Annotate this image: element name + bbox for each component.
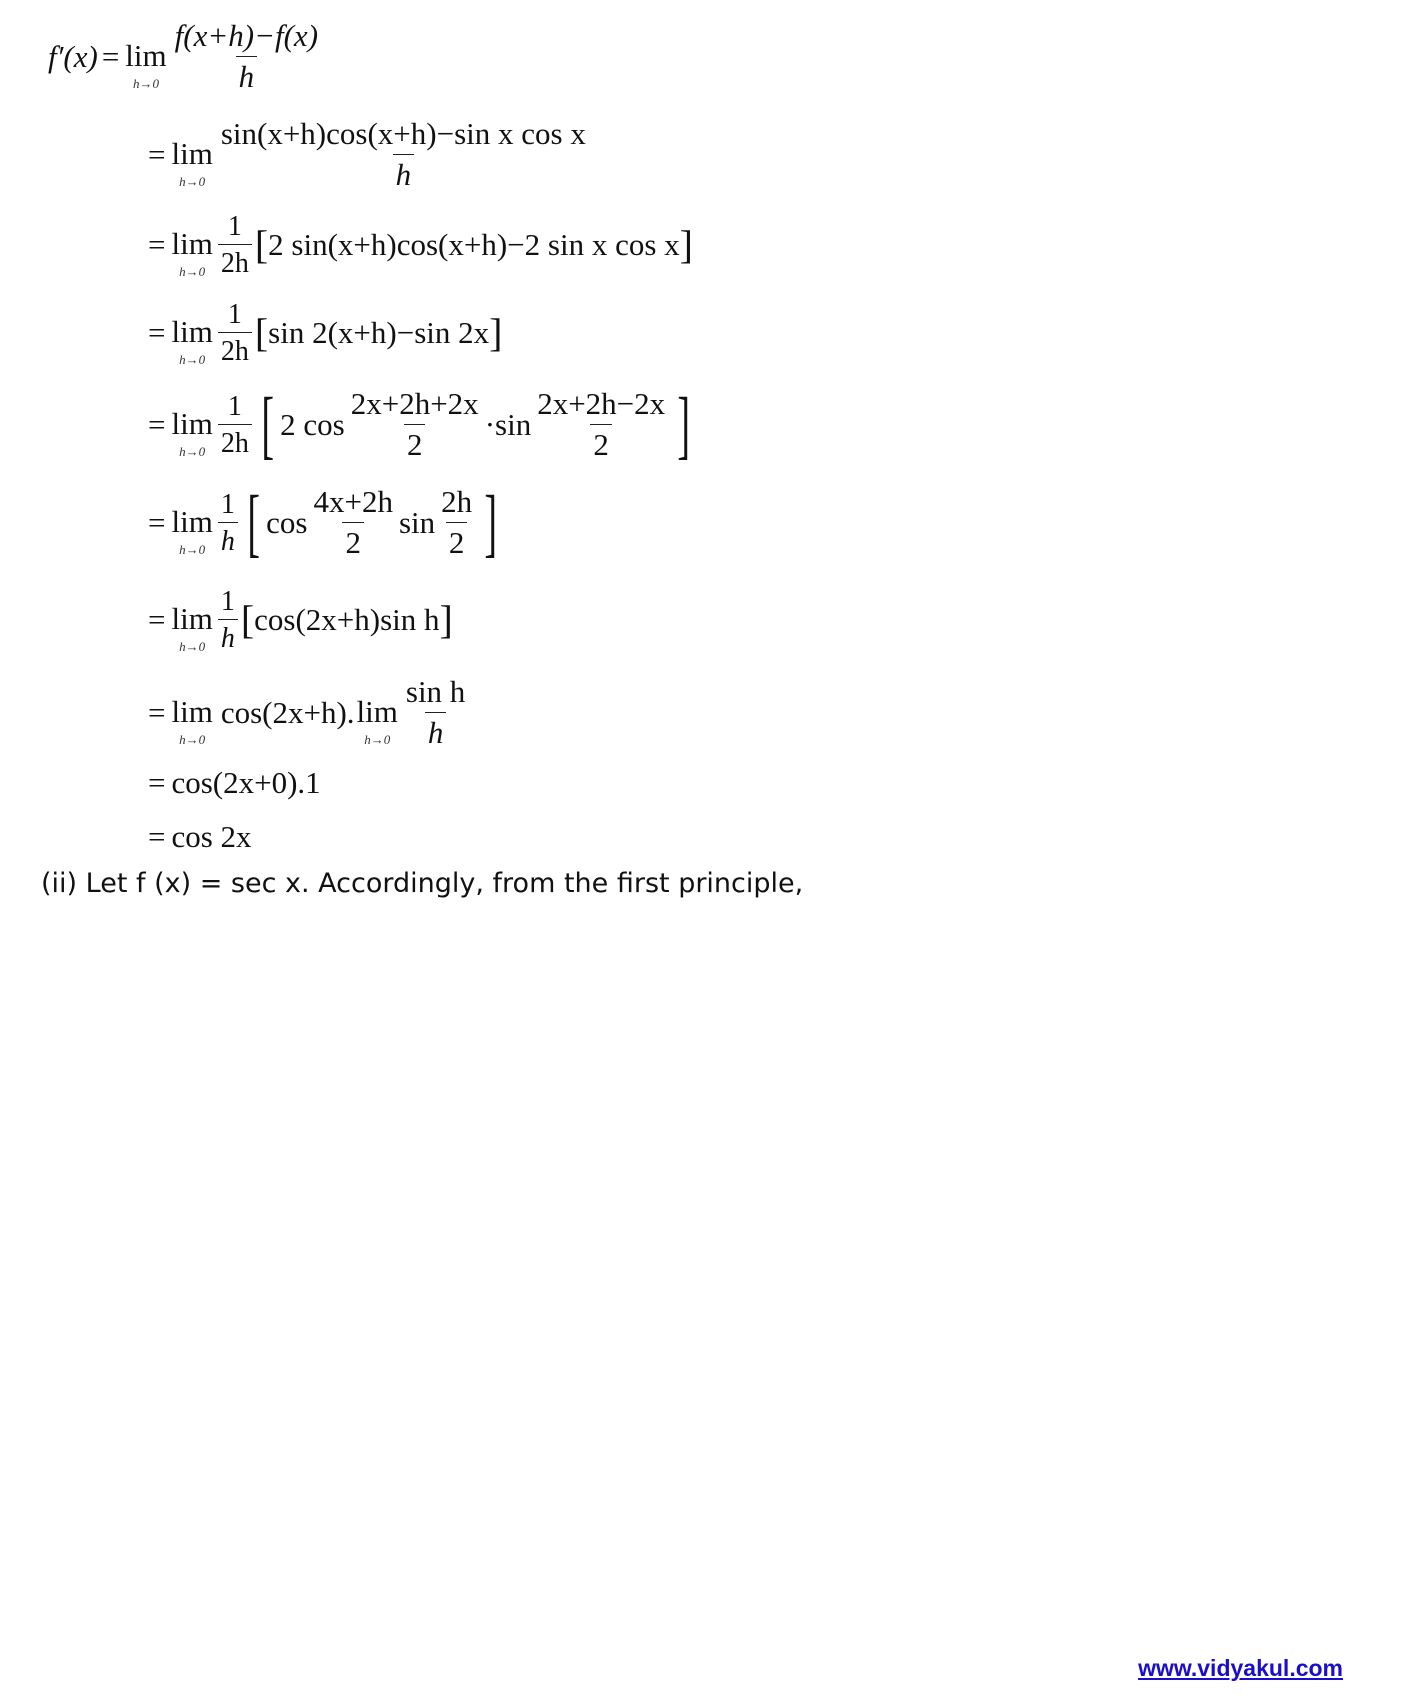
equals-sign: = (148, 227, 166, 262)
equals-sign: = (148, 505, 166, 540)
cos-expression: cos(2x+h). (220, 695, 355, 730)
limit-word: lim (171, 504, 213, 539)
fraction-numerator: 1 (227, 298, 242, 330)
limit-word: lim (171, 406, 213, 441)
bracket-body: 2 sin(x+h)cos(x+h)−2 sin x cos x (268, 227, 680, 262)
fraction-numerator: sin h (405, 674, 466, 710)
equals-sign: = (101, 39, 120, 74)
inner-denominator-1: 2 (342, 522, 364, 560)
fraction-denominator: h (236, 56, 258, 94)
limit-operator (125, 40, 166, 90)
equals-sign: = (148, 695, 166, 730)
fraction (218, 392, 252, 459)
inner-numerator-1: 2x+2h+2x (350, 386, 479, 422)
limit-subscript: h→0 (179, 542, 206, 557)
limit-subscript: h→0 (179, 174, 206, 189)
sin-term: sin (398, 505, 436, 540)
derivative-lhs: f′(x) (48, 39, 98, 74)
fraction-denominator: 2h (218, 244, 252, 278)
fraction-numerator: sin(x+h)cos(x+h)−sin x cos x (220, 116, 586, 152)
bracket-body: sin 2(x+h)−sin 2x (268, 315, 490, 350)
inner-fraction-2 (438, 486, 475, 559)
limit-subscript: h→0 (179, 639, 206, 654)
sin-term: ·sin (484, 407, 532, 442)
fraction-numerator: f(x+h)−f(x) (174, 18, 319, 54)
fraction (403, 676, 468, 749)
inner-denominator-1: 2 (404, 424, 426, 462)
fraction-denominator: h (393, 154, 415, 192)
inner-denominator-2: 2 (446, 522, 468, 560)
equation-line-6 (148, 478, 503, 568)
limit-word: lim (171, 601, 213, 636)
fraction (218, 587, 238, 654)
limit-subscript: h→0 (179, 444, 206, 459)
limit-operator (171, 506, 212, 556)
equation-line-3 (148, 200, 693, 290)
cos-term: cos (266, 505, 308, 540)
close-bracket: ] (489, 310, 503, 355)
close-bracket: ] (439, 597, 453, 642)
limit-operator (171, 228, 212, 278)
limit-word: lim (125, 38, 167, 73)
close-bracket: ] (484, 481, 498, 565)
limit-subscript: h→0 (179, 732, 206, 747)
equals-sign: = (148, 602, 166, 637)
inner-denominator-2: 2 (590, 424, 612, 462)
limit-operator (171, 138, 212, 188)
equals-sign: = (148, 315, 166, 350)
fraction-numerator: 1 (227, 210, 242, 242)
open-bracket: [ (254, 310, 269, 355)
close-bracket: ] (677, 383, 691, 467)
limit-operator (171, 603, 212, 653)
fraction-numerator: 1 (220, 488, 235, 520)
close-bracket: ] (679, 222, 693, 267)
open-bracket: [ (254, 222, 269, 267)
equals-sign: = (148, 765, 166, 800)
limit-operator (171, 408, 212, 458)
fraction-denominator: h (218, 619, 238, 653)
fraction-denominator: h (425, 712, 447, 750)
fraction (218, 212, 252, 279)
fraction-numerator: 1 (220, 585, 235, 617)
result-expression: cos(2x+0).1 (171, 765, 321, 800)
limit-operator-2 (357, 696, 398, 746)
limit-word: lim (356, 694, 398, 729)
fraction (218, 118, 589, 191)
limit-subscript: h→0 (179, 352, 206, 367)
final-result: cos 2x (171, 819, 252, 854)
equals-sign: = (148, 137, 166, 172)
open-bracket: [ (247, 481, 260, 565)
limit-subscript: h→0 (364, 732, 391, 747)
inner-numerator-2: 2h (441, 484, 473, 520)
fraction (218, 300, 252, 367)
open-bracket: [ (261, 383, 274, 467)
equation-line-7 (148, 575, 453, 665)
fraction (218, 490, 238, 557)
inner-fraction-1 (348, 388, 482, 461)
fraction-denominator: 2h (218, 332, 252, 366)
equation-line-2 (148, 110, 592, 200)
equation-line-4 (148, 288, 502, 378)
equals-sign: = (148, 407, 166, 442)
limit-word: lim (171, 136, 213, 171)
inner-fraction-2 (534, 388, 668, 461)
limit-word: lim (171, 314, 213, 349)
inner-numerator-1: 4x+2h (313, 484, 393, 520)
open-bracket: [ (240, 597, 255, 642)
limit-subscript: h→0 (132, 76, 159, 91)
fraction-denominator: h (218, 522, 238, 556)
cos-term: 2 cos (280, 407, 345, 442)
equation-line-1 (48, 12, 324, 102)
limit-operator (171, 316, 212, 366)
equation-line-5 (148, 380, 696, 470)
limit-word: lim (171, 694, 213, 729)
fraction-denominator: 2h (218, 424, 252, 458)
footer-website-link[interactable]: www.vidyakul.com (1138, 1655, 1343, 1681)
limit-subscript: h→0 (179, 264, 206, 279)
inner-numerator-2: 2x+2h−2x (537, 386, 666, 422)
limit-word: lim (171, 226, 213, 261)
inner-fraction-1 (310, 486, 395, 559)
bracket-body: cos(2x+h)sin h (254, 602, 440, 637)
equals-sign: = (148, 819, 166, 854)
part-ii-statement: (ii) Let f (x) = sec x. Accordingly, from the first principle, (41, 868, 804, 899)
fraction-numerator: 1 (227, 390, 242, 422)
fraction (172, 20, 321, 93)
